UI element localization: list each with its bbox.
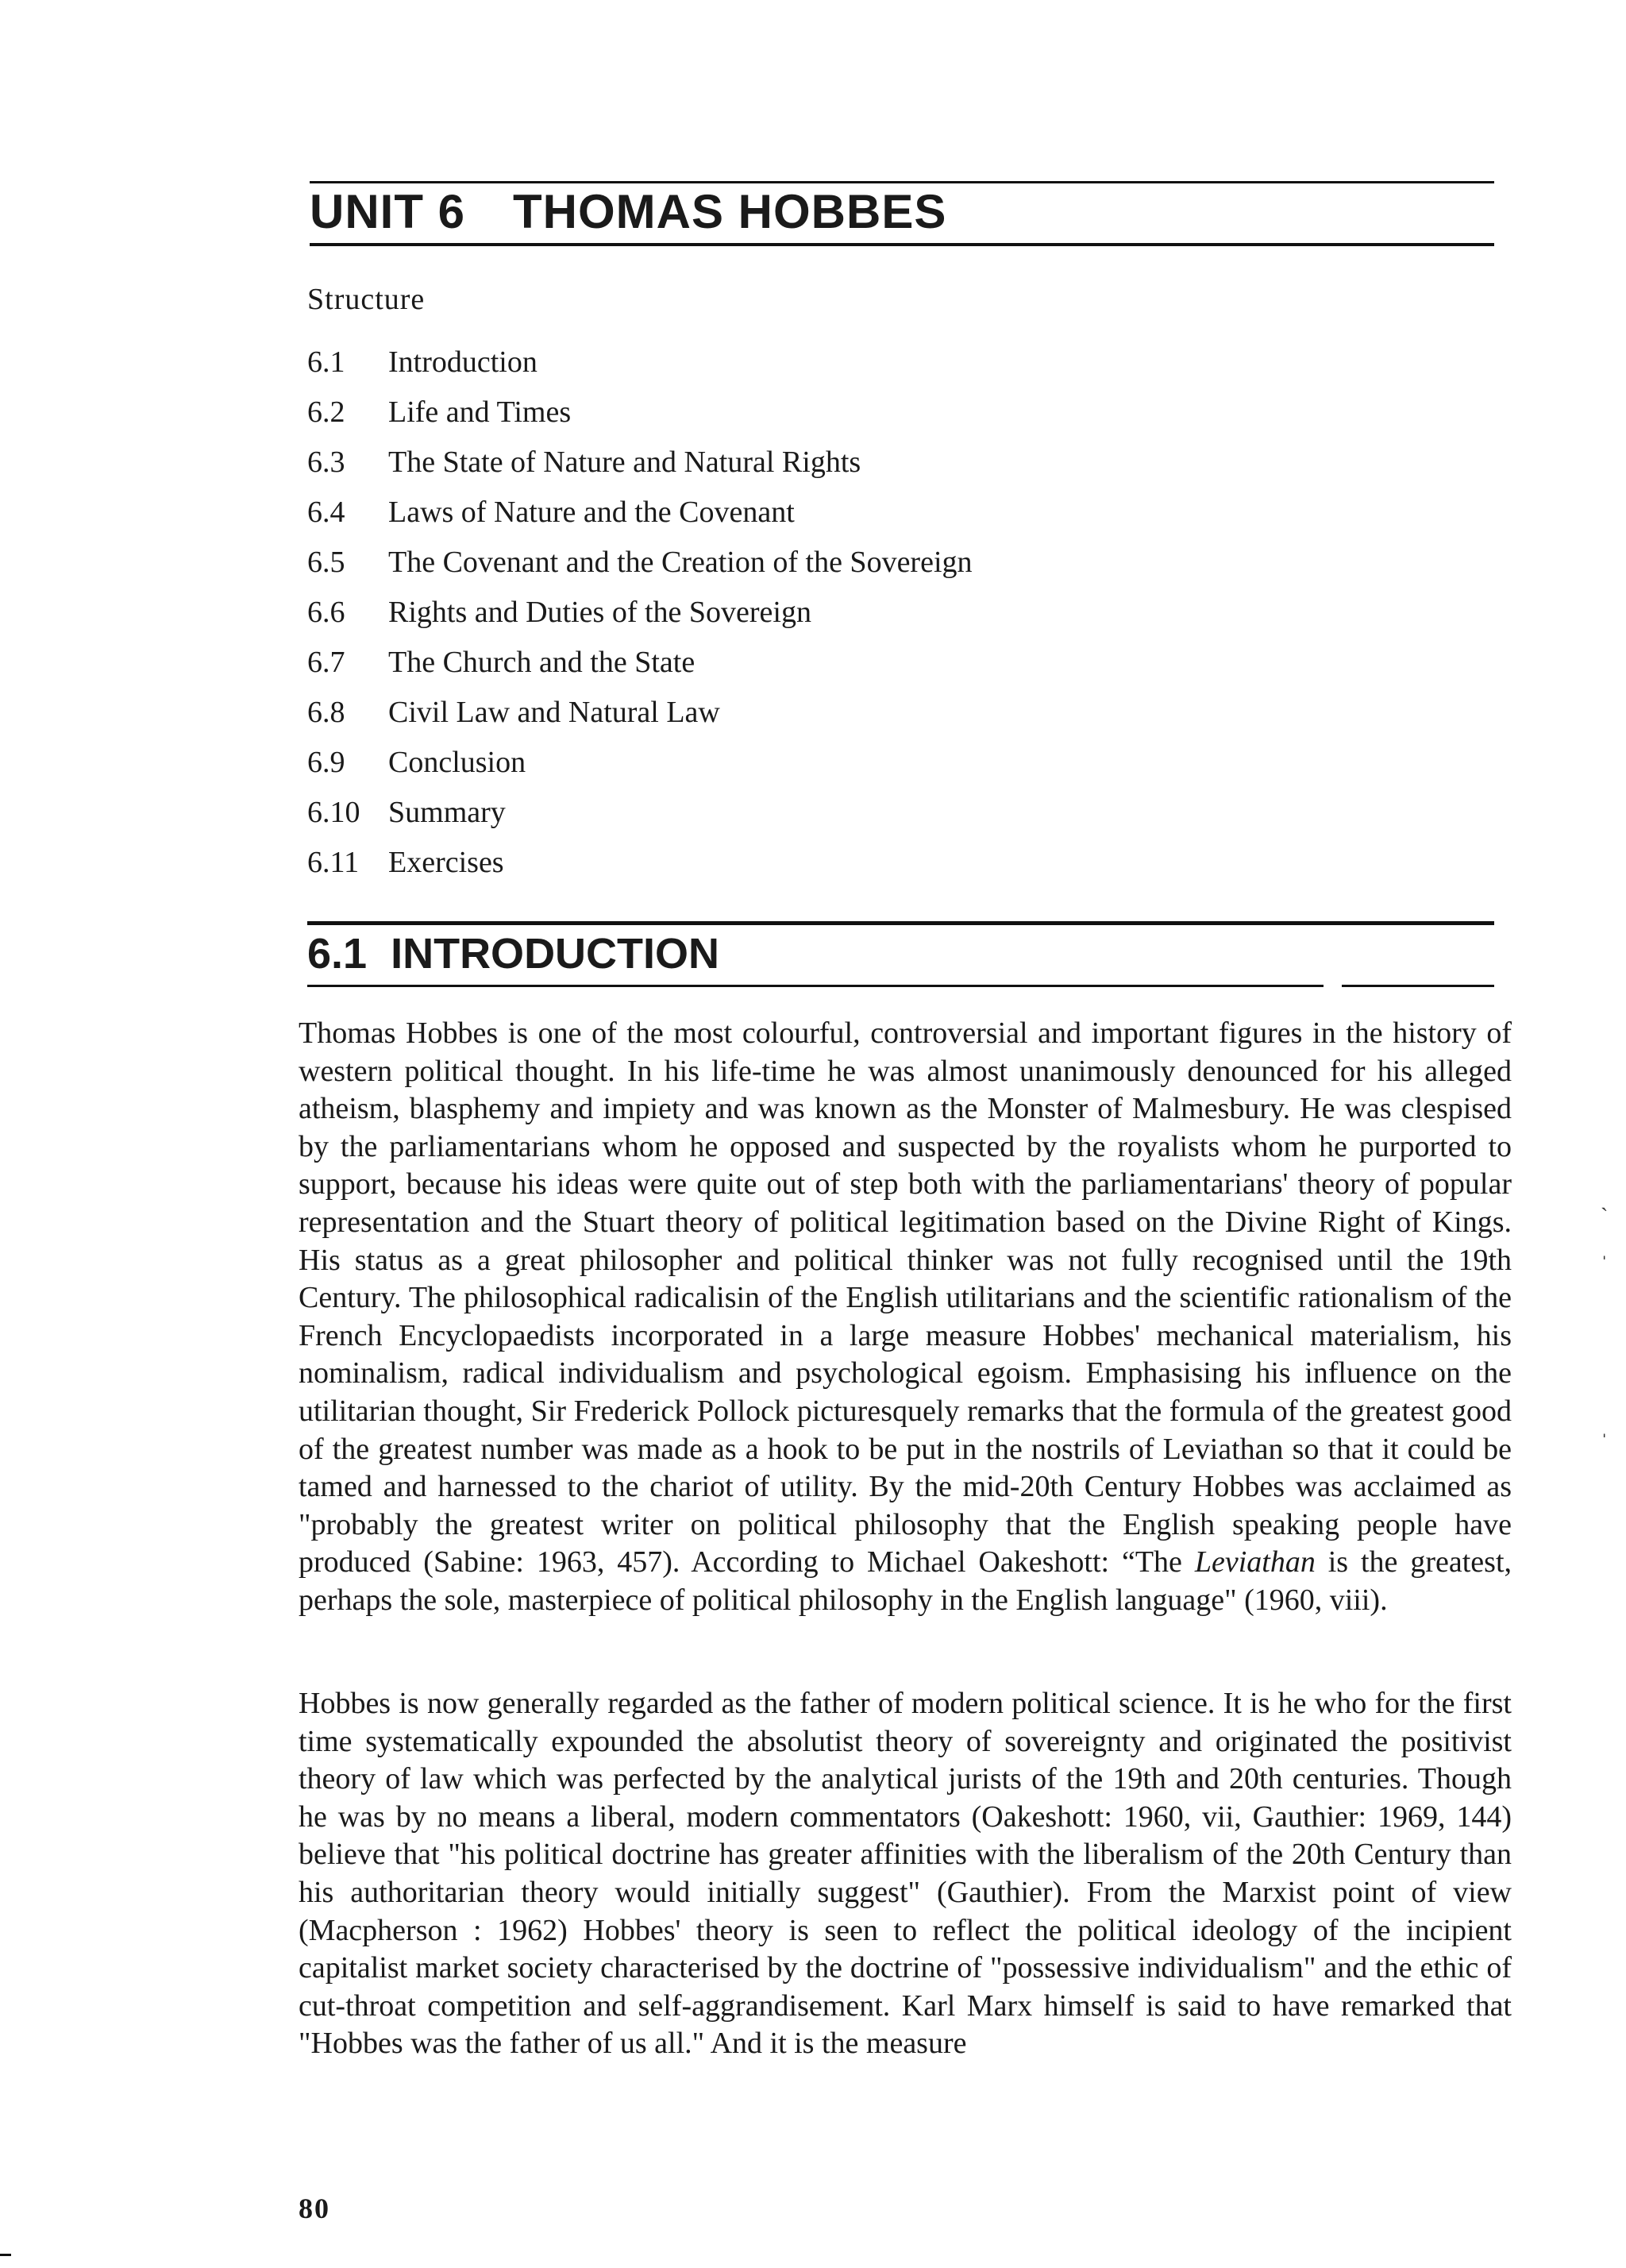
toc-item-title: Rights and Duties of the Sovereign bbox=[388, 596, 811, 629]
toc-item-title: Civil Law and Natural Law bbox=[388, 696, 720, 729]
toc-item-number: 6.3 bbox=[307, 446, 345, 479]
toc-item bbox=[307, 488, 973, 538]
toc-item bbox=[307, 738, 973, 788]
scan-margin-mark: ˌ bbox=[1601, 1414, 1609, 1438]
scan-margin-mark: ˏ bbox=[1601, 1187, 1609, 1212]
toc-item bbox=[307, 338, 973, 388]
paragraph-introduction-2: Hobbes is now generally regarded as the father of modern political science. It is he who for the first time systematically expounded the absolutist theory of sovereignty and originated the positivist theory of law which was perfected by the analytical jurists of the 19th and 20th centuries. Though he was by no means a liberal, modern commentators (Oakeshott: 1960, vii, Gauthier: 1969, 144) believe that "his political doctrine has greater affinities with the liberalism of the 20th Century than his authoritarian theory would initially suggest" (Gauthier). From the Marxist point of view (Macpherson : 1962) Hobbes' theory is seen to reflect the political ideology of the incipient capitalist market society characterised by the doctrine of "possessive individualism" and the ethic of cut-throat competition and self-aggrandisement. Karl Marx himself is said to have remarked that "Hobbes was the father of us all." And it is the measure bbox=[299, 1687, 1512, 2061]
unit-number: UNIT 6 bbox=[310, 185, 466, 238]
toc-item-number: 6.2 bbox=[307, 395, 345, 429]
toc-item-title: The Church and the State bbox=[388, 646, 695, 679]
toc-item bbox=[307, 688, 973, 738]
toc-item bbox=[307, 438, 973, 488]
toc-item-number: 6.1 bbox=[307, 345, 345, 379]
section-heading-top-rule bbox=[307, 921, 1494, 925]
scan-margin-mark: ˌ bbox=[1601, 1236, 1609, 1260]
section-heading-bottom-rule-left bbox=[307, 985, 1324, 987]
toc-item bbox=[307, 388, 973, 438]
section-title: INTRODUCTION bbox=[391, 930, 720, 978]
toc-item-number: 6.6 bbox=[307, 596, 345, 629]
toc-item bbox=[307, 538, 973, 588]
toc-item-title: The State of Nature and Natural Rights bbox=[388, 446, 861, 479]
toc-item-title: Summary bbox=[388, 796, 506, 829]
unit-heading bbox=[310, 184, 946, 239]
structure-label: Structure bbox=[307, 283, 426, 316]
toc-item-number: 6.5 bbox=[307, 546, 345, 579]
section-heading-bottom-rule-right bbox=[1342, 985, 1494, 987]
toc-item bbox=[307, 788, 973, 838]
book-title-leviathan: Leviathan bbox=[1194, 1545, 1316, 1580]
toc-item-title: Exercises bbox=[388, 846, 504, 879]
toc-item-title: Introduction bbox=[388, 345, 538, 379]
unit-heading-top-rule bbox=[310, 181, 1494, 183]
toc-item-title: Conclusion bbox=[388, 746, 526, 779]
toc-item-number: 6.9 bbox=[307, 746, 345, 779]
scan-edge-mark bbox=[0, 2254, 11, 2256]
toc-item-number: 6.8 bbox=[307, 696, 345, 729]
table-of-contents bbox=[307, 338, 973, 888]
toc-item-number: 6.10 bbox=[307, 796, 360, 829]
section-number: 6.1 bbox=[307, 930, 368, 978]
toc-item-title: Laws of Nature and the Covenant bbox=[388, 496, 795, 529]
toc-item-title: The Covenant and the Creation of the Sovereign bbox=[388, 546, 973, 579]
unit-heading-bottom-rule bbox=[310, 243, 1494, 246]
toc-item-title: Life and Times bbox=[388, 395, 572, 429]
toc-item-number: 6.4 bbox=[307, 496, 345, 529]
paragraph-text: is the greatest, perhaps the sole, masterpiece of political philosophy in the English language" (1960, viii). bbox=[299, 1545, 1512, 1617]
toc-item bbox=[307, 588, 973, 638]
paragraph-introduction-1 bbox=[299, 1015, 1512, 1620]
toc-item bbox=[307, 838, 973, 888]
toc-item-number: 6.7 bbox=[307, 646, 345, 679]
toc-item-number: 6.11 bbox=[307, 846, 360, 879]
page-number: 80 bbox=[299, 2193, 330, 2224]
paragraph-text: Thomas Hobbes is one of the most colourful, controversial and important figures in the history of western political thought. In his life-time he was almost unanimously denounced for his alleged atheism, blasphemy and impiety and was known as the Monster of Malmesbury. He was clespised by the parliamentarians whom he opposed and suspected by the royalists whom he purported to support, because his ideas were quite out of step both with the parliamentarians' theory of popular representation and the Stuart theory of political legitimation based on the Divine Right of Kings. His status as a great philosopher and political thinker was not fully recognised until the 19th Century. The philosophical radicalisin of the English utilitarians and the scientific rationalism of the French Encyclopaedists incorporated in a large measure Hobbes' mechanical materialism, his nominalism, radical individualism and psychological egoism. Emphasising his influence on the utilitarian thought, Sir Frederick Pollock picturesquely remarks that the formula of the greatest good of the greatest number was made as a hook to be put in the nostrils of Leviathan so that it could be tamed and harnessed to the chariot of utility. By the mid-20th Century Hobbes was acclaimed as "probably the greatest writer on political philosophy that the English speaking people have produced (Sabine: 1963, 457). According to Michael Oakeshott: “The bbox=[299, 1016, 1512, 1580]
section-heading bbox=[307, 929, 719, 978]
unit-title: THOMAS HOBBES bbox=[513, 185, 947, 238]
toc-item bbox=[307, 638, 973, 688]
